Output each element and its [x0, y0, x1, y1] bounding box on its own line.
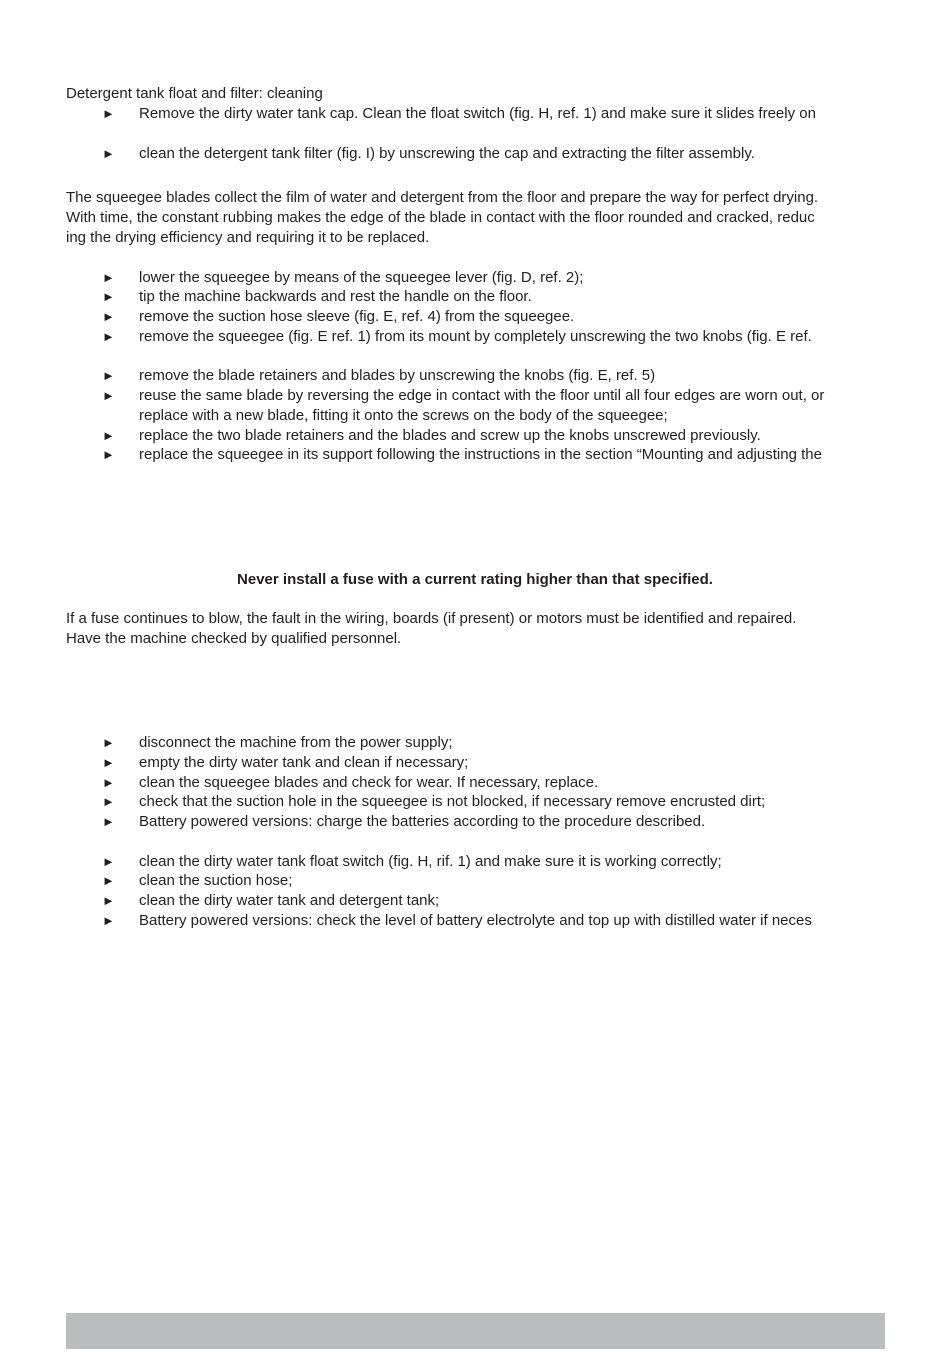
bullet-arrow-icon: ► — [102, 775, 115, 790]
paragraph-line: With time, the constant rubbing makes the edge of the blade in contact with the floor rounded and cracked, reduc — [66, 209, 815, 226]
bullet-arrow-icon: ► — [102, 428, 115, 443]
list-item-text: replace the two blade retainers and the blades and screw up the knobs unscrewed previously. — [139, 427, 761, 444]
list-item-text: clean the squeegee blades and check for wear. If necessary, replace. — [139, 774, 599, 791]
section-heading-detergent-tank: Detergent tank float and filter: cleaning — [66, 85, 323, 102]
list-item-text: replace the squeegee in its support following the instructions in the section “Mounting and adjusting the — [139, 446, 822, 463]
list-item-text: reuse the same blade by reversing the edge in contact with the floor until all four edges are worn out, or — [139, 387, 825, 404]
bullet-arrow-icon: ► — [102, 755, 115, 770]
bullet-arrow-icon: ► — [102, 368, 115, 383]
bullet-arrow-icon: ► — [102, 329, 115, 344]
list-item-text: empty the dirty water tank and clean if necessary; — [139, 754, 469, 771]
list-item-text: Battery powered versions: charge the batteries according to the procedure described. — [139, 813, 706, 830]
paragraph-line: If a fuse continues to blow, the fault in the wiring, boards (if present) or motors must be identified and repaired. — [66, 610, 797, 627]
list-item-text: remove the suction hose sleeve (fig. E, ref. 4) from the squeegee. — [139, 308, 575, 325]
bullet-arrow-icon: ► — [102, 814, 115, 829]
list-item-text: replace with a new blade, fitting it onto the screws on the body of the squeegee; — [139, 407, 668, 424]
bullet-arrow-icon: ► — [102, 270, 115, 285]
list-item-text: clean the detergent tank filter (fig. I) by unscrewing the cap and extracting the filter assembly. — [139, 145, 755, 162]
bullet-arrow-icon: ► — [102, 447, 115, 462]
bullet-arrow-icon: ► — [102, 289, 115, 304]
paragraph-line: ing the drying efficiency and requiring it to be replaced. — [66, 229, 430, 246]
paragraph-line: Have the machine checked by qualified personnel. — [66, 630, 402, 647]
list-item-text: tip the machine backwards and rest the handle on the floor. — [139, 288, 532, 305]
list-item-text: disconnect the machine from the power supply; — [139, 734, 453, 751]
list-item-text: Battery powered versions: check the level of battery electrolyte and top up with distilled water if neces — [139, 912, 812, 929]
bullet-arrow-icon: ► — [102, 854, 115, 869]
page-footer-bar — [66, 1313, 885, 1349]
bullet-arrow-icon: ► — [102, 309, 115, 324]
bullet-arrow-icon: ► — [102, 873, 115, 888]
paragraph-line: The squeegee blades collect the film of water and detergent from the floor and prepare the way for perfect drying. — [66, 189, 819, 206]
list-item-text: clean the dirty water tank and detergent tank; — [139, 892, 440, 909]
list-item-text: clean the dirty water tank float switch (fig. H, rif. 1) and make sure it is working correctly; — [139, 853, 722, 870]
list-item-text: remove the squeegee (fig. E ref. 1) from its mount by completely unscrewing the two knobs (fig. E ref. — [139, 328, 812, 345]
list-item-text: check that the suction hole in the squeegee is not blocked, if necessary remove encrusted dirt; — [139, 793, 766, 810]
bullet-arrow-icon: ► — [102, 794, 115, 809]
bullet-arrow-icon: ► — [102, 146, 115, 161]
list-item-text: clean the suction hose; — [139, 872, 293, 889]
bullet-arrow-icon: ► — [102, 893, 115, 908]
list-item-text: remove the blade retainers and blades by unscrewing the knobs (fig. E, ref. 5) — [139, 367, 656, 384]
list-item-text: lower the squeegee by means of the squeegee lever (fig. D, ref. 2); — [139, 269, 584, 286]
list-item-text: Remove the dirty water tank cap. Clean the float switch (fig. H, ref. 1) and make sure it slides freely on — [139, 105, 816, 122]
bullet-arrow-icon: ► — [102, 388, 115, 403]
bullet-arrow-icon: ► — [102, 735, 115, 750]
fuse-warning: Never install a fuse with a current rating higher than that specified. — [237, 571, 713, 588]
bullet-arrow-icon: ► — [102, 913, 115, 928]
bullet-arrow-icon: ► — [102, 106, 115, 121]
